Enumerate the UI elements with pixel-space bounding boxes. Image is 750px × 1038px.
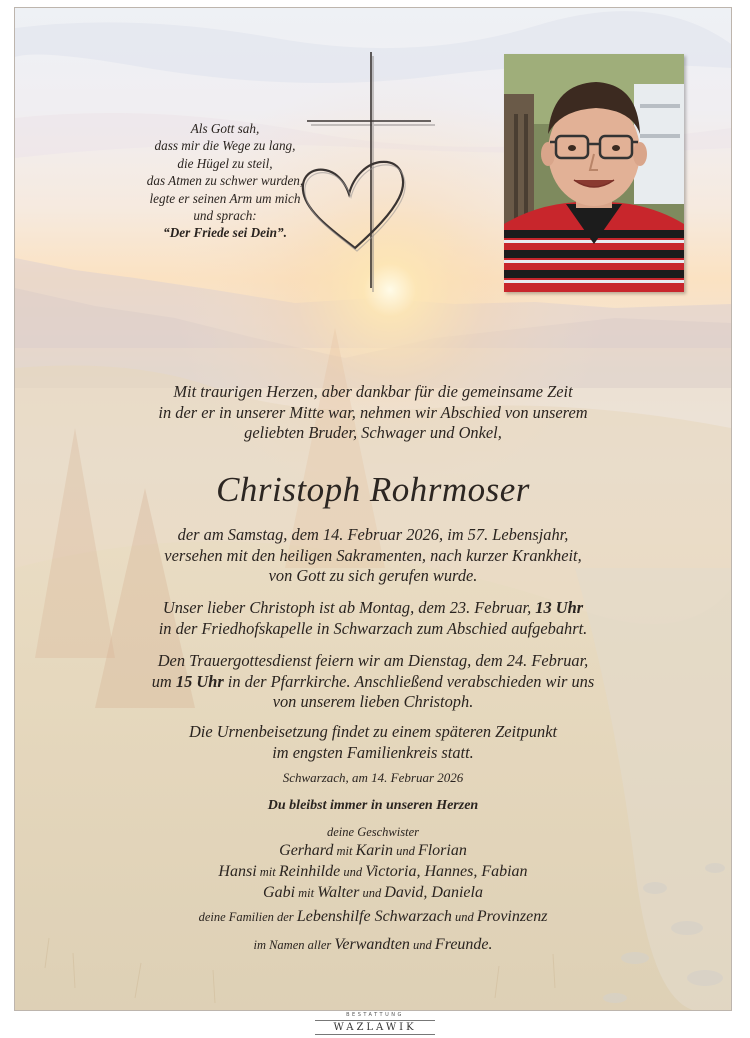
mourner-row: Gabi mit Walter und David, Daniela [263,884,483,901]
mourner-row: deine Familien der Lebenshilfe Schwarzach und Provinzenz [198,908,548,925]
deceased-name: Christoph Rohrmoser [216,470,530,509]
poem-line: und sprach: [193,208,257,224]
logo-top-text: BESTATTUNG [346,1012,404,1018]
notice-line: von Gott zu sich gerufen wurde. [268,566,478,585]
cross-heart-icon [295,52,455,302]
viewing-time: 13 Uhr [535,598,584,617]
notice-line: der am Samstag, dem 14. Februar 2026, im 57. Lebensjahr, [177,525,569,544]
intro-line: in der er in unserer Mitte war, nehmen wir Abschied von unserem [158,402,588,422]
intro-line: geliebten Bruder, Schwager und Onkel, [244,423,502,442]
service-line: um 15 Uhr in der Pfarrkirche. Anschließend verabschieden wir uns [151,671,595,691]
place-date: Schwarzach, am 14. Februar 2026 [282,770,464,785]
poem-line: Als Gott sah, [190,121,260,136]
logo-rule [315,1020,435,1021]
viewing-info [15,598,731,639]
viewing-line: in der Friedhofskapelle in Schwarzach zum Abschied aufgebahrt. [158,618,588,638]
poem-closing: “Der Friede sei Dein”. [163,225,287,241]
service-line: von unserem lieben Christoph. [272,692,474,711]
poem-line: legte er seinen Arm um mich [149,190,301,206]
mourner-row: im Namen aller Verwandten und Freunde. [253,936,493,953]
logo-rule [315,1034,435,1035]
poem-line: dass mir die Wege zu lang, [154,138,296,154]
motto: Du bleibst immer in unseren Herzen [267,798,479,813]
burial-info [15,722,731,763]
portrait-photo [504,54,684,292]
poem-line: das Atmen zu schwer wurden, [146,173,304,189]
service-time: 15 Uhr [175,671,224,691]
poem-line: die Hügel zu steil, [177,155,273,171]
burial-line: im engsten Familienkreis statt. [272,742,474,762]
mourner-row: Gerhard mit Karin und Florian [279,842,467,859]
intro-text [15,382,731,444]
logo-brand-text: WAZLAWIK [333,1022,417,1033]
notice-line: versehen mit den heiligen Sakramenten, nach kurzer Krankheit, [164,545,582,565]
service-info [15,651,731,713]
parte-card [14,7,732,1011]
funeral-home-logo [0,1012,750,1036]
service-line: Den Trauergottesdienst feiern wir am Dienstag, dem 24. Februar, [157,651,589,670]
mourner-row: Hansi mit Reinhilde und Victoria, Hannes, Fabian [218,863,528,880]
siblings-label: deine Geschwister [327,825,419,839]
burial-line: Die Urnenbeisetzung findet zu einem späteren Zeitpunkt [188,722,558,741]
viewing-line: Unser lieber Christoph ist ab Montag, dem 23. Februar, 13 Uhr [162,598,584,617]
death-notice [15,525,731,587]
intro-line: Mit traurigen Herzen, aber dankbar für die gemeinsame Zeit [173,382,573,401]
